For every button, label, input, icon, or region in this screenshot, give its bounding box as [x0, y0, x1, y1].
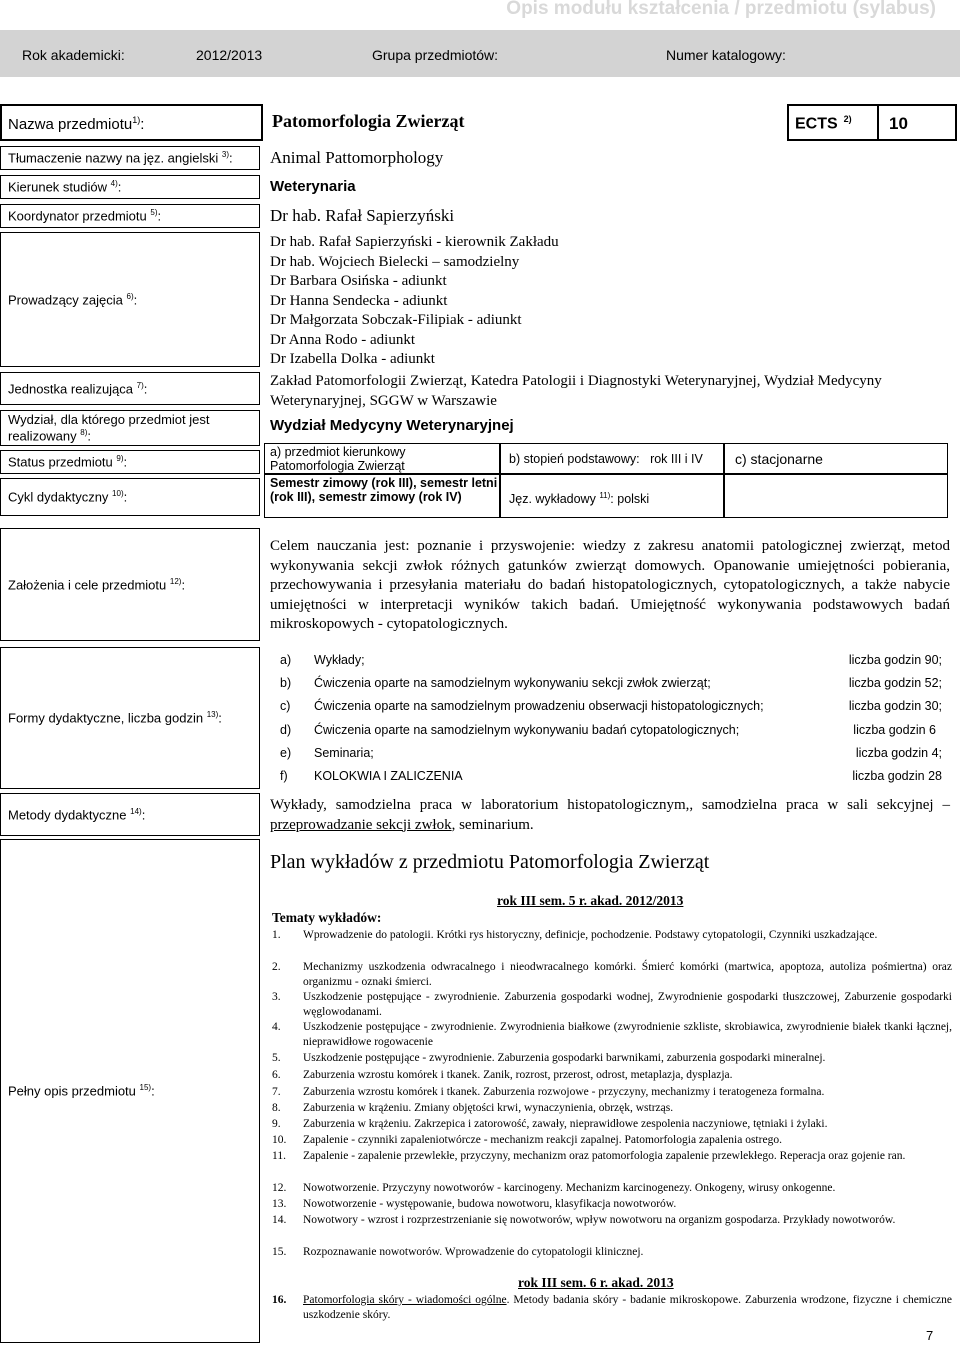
- faculty-label: Wydział, dla którego przedmiot jest realizowany $^{8)}$:: [0, 410, 260, 446]
- group-label: Grupa przedmiotów:: [372, 47, 499, 63]
- cycle-value: Semestr zimowy (rok III), semestr letni (rok III), semestr zimowy (rok IV): [270, 476, 498, 504]
- course-name-label-cell: [0, 104, 263, 141]
- status-b-cell: [500, 443, 724, 474]
- status-c: c) stacjonarne: [735, 451, 823, 467]
- lecture-item: 1. Wprowadzenie do patologii. Krótki rys historyczny, definicje, pochodzenie. Podstawy cytopatologii, Czynniki uszkadzające.: [272, 929, 878, 941]
- status-b: b) stopień podstawowy: rok III i IV: [509, 452, 703, 466]
- lecture-item: 7. Zaburzenia wzrostu komórek i tkanek. Zaburzenia rozwojowe - przyczyny, mechanizmy i teratogeneza formalna.: [272, 1086, 825, 1098]
- teachers-label: Prowadzący zajęcia $^{6)}$:: [0, 232, 260, 367]
- field-value: Weterynaria: [270, 178, 356, 195]
- forms-label: Formy dydaktyczne, liczba godzin $^{13)}$:: [0, 647, 260, 789]
- field-label: Kierunek studiów $^{4)}$:: [0, 175, 260, 199]
- ects-value: 10: [889, 114, 908, 133]
- ects-value-cell: [877, 104, 957, 141]
- teacher-item: Dr Barbara Osińska - adiunkt: [270, 273, 447, 289]
- language-cell: [500, 474, 724, 518]
- teacher-item: Dr hab. Wojciech Bielecki – samodzielny: [270, 253, 520, 270]
- cycle-cell: [264, 474, 500, 518]
- ects-label-cell: [787, 104, 879, 141]
- form-row-e: e) Seminaria; liczba godzin 4;: [280, 746, 942, 760]
- lecture-item: 5. Uszkodzenie postępujące - zwyrodnienie. Zaburzenia gospodarki barwnikami, zaburzenia gospodarki mineralnej.: [272, 1052, 826, 1064]
- teacher-item: Dr Hanna Sendecka - adiunkt: [270, 292, 448, 309]
- teacher-item: Dr Anna Rodo - adiunkt: [270, 331, 415, 348]
- semester-5-heading: rok III sem. 5 r. akad. 2012/2013: [497, 893, 684, 908]
- status-a: a) przedmiot kierunkowy Patomorfologia Zwierząt: [270, 445, 406, 473]
- lecture-item: 6. Zaburzenia wzrostu komórek i tkanek. Zanik, rozrost, przerost, odrost, metaplazja, dysplazja.: [272, 1069, 733, 1081]
- form-row-b: b) Ćwiczenia oparte na samodzielnym wykonywaniu sekcji zwłok zwierząt; liczba godzin 52;: [280, 676, 942, 690]
- empty-cell: [724, 474, 948, 518]
- lecture-item: 14. Nowotwory - wzrost i rozprzestrzenianie się nowotworów, wpływ nowotworu na organizm gospodarza. Przykłady nowotworów.: [272, 1214, 896, 1226]
- page-number: 7: [926, 1328, 934, 1343]
- topics-label: Tematy wykładów:: [272, 910, 382, 925]
- full-description-label: Pełny opis przedmiotu $^{15)}$:: [0, 839, 260, 1343]
- lecture-item: 3. Uszkodzenie postępujące - zwyrodnienie. Zaburzenia gospodarki wodnej, Zwyrodnienie gospodarki tłuszczowej, Zaburzenie gospodarki węglowodanami.: [272, 991, 952, 1018]
- faculty-value: Wydział Medycyny Weterynaryjnej: [270, 417, 514, 434]
- translation-value: Animal Pattomorphology: [270, 148, 444, 167]
- lecture-item: 11. Zapalenie - zapalenie przewlekłe, przyczyny, mechanizm oraz patomorfologia zapalenie przewlekłego. Reperacja oraz gojenie ran.: [272, 1150, 906, 1162]
- form-row-f: f) KOLOKWIA I ZALICZENIA liczba godzin 28: [280, 769, 942, 783]
- coordinator-value: Dr hab. Rafał Sapierzyński: [270, 206, 455, 225]
- unit-label: Jednostka realizująca $^{7)}$:: [0, 372, 260, 405]
- lecture-item: 8. Zaburzenia w krążeniu. Zmiany objętości krwi, wynaczynienia, obrzęk, wstrząs.: [272, 1102, 674, 1114]
- status-c-cell: [724, 443, 948, 474]
- lecture-item: 15. Rozpoznawanie nowotworów. Wprowadzenie do cytopatologii klinicznej.: [272, 1246, 644, 1258]
- form-row-d: d) Ćwiczenia oparte na samodzielnym wykonywaniu badań cytopatologicznych; liczba godzin 6: [280, 723, 936, 737]
- catalog-label: Numer katalogowy:: [666, 47, 786, 63]
- lecture-item: 10. Zapalenie - czynniki zapaleniotwórcze - mechanizm reakcji zapalnej. Patomorfologia zapalenia ostrego.: [272, 1134, 782, 1146]
- goals-value: Celem nauczania jest: poznanie i przyswojenie: wiedzy z zakresu anatomii patologicznej zwierząt, metod wykonywania sekcji zwłok różnych gatunków zwierząt domowych. Opanowanie umiejętności pobierania, przechowywania i przesyłania materiału do badań histopatologicznych, cytopatologicznych, a także nabycie umiejętności w interpretacji wyników takich badań. Umiejętność wykonywania podstawowych badań mikroskopowych - cytopatologicznych.: [270, 538, 950, 632]
- lecture-item: 12. Nowotworzenie. Przyczyny nowotworów - karcinogeny. Mechanizm karcinogenezy. Onkogeny, wirusy onkogenne.: [272, 1182, 836, 1194]
- cycle-label: Cykl dydaktyczny $^{10)}$:: [0, 478, 260, 516]
- unit-value: Zakład Patomorfologii Zwierząt, Katedra Patologii i Diagnostyki Weterynaryjnej, Wydział Medycyny Weterynaryjnej, SGGW w Warszawie: [270, 373, 882, 409]
- academic-year-value: 2012/2013: [196, 47, 263, 63]
- teachers-list: [270, 233, 950, 370]
- teacher-item: Dr Małgorzata Sobczak-Filipiak - adiunkt: [270, 312, 522, 328]
- teacher-item: Dr hab. Rafał Sapierzyński - kierownik Zakładu: [270, 234, 559, 250]
- ects-label: ECTS $^{2)}$: [795, 114, 852, 133]
- form-row-a: a) Wykłady; liczba godzin 90;: [280, 653, 942, 667]
- methods-label: Metody dydaktyczne $^{14)}$:: [0, 793, 260, 836]
- lecture-item: 2. Mechanizmy uszkodzenia odwracalnego i nieodwracalnego komórki. Śmierć komórki (martwica, apoptoza, autoliza pośmiertna) oraz organizmu - oznaki śmierci.: [272, 961, 952, 988]
- language-value: Jęz. wykładowy $^{11)}$: polski: [509, 491, 650, 507]
- form-row-c: c) Ćwiczenia oparte na samodzielnym prowadzeniu obserwacji histopatologicznych; liczba godzin 30;: [280, 699, 942, 713]
- plan-title: Plan wykładów z przedmiotu Patomorfologia Zwierząt: [270, 851, 710, 873]
- course-name-label: Nazwa przedmiotu$^{1)}$:: [8, 115, 145, 133]
- semester-6-heading: rok III sem. 6 r. akad. 2013: [518, 1275, 674, 1290]
- course-name-value: Patomorfologia Zwierząt: [272, 111, 465, 131]
- status-label: Status przedmiotu $^{9)}$:: [0, 450, 260, 474]
- document-title: Opis modułu kształcenia / przedmiotu (sylabus): [506, 0, 936, 19]
- lecture-item: 9. Zaburzenia w krążeniu. Zakrzepica i zatorowość, zawały, nieprawidłowe zespolenia naczyniowe, tętniaki i żylaki.: [272, 1118, 828, 1130]
- teacher-item: Dr Izabella Dolka - adiunkt: [270, 351, 435, 367]
- lecture-item: 16. Patomorfologia skóry - wiadomości ogólne. Metody badania skóry - badanie mikroskopowe. Zaburzenia wrodzone, fizyczne i chemiczne uszkodzenie skóry.: [272, 1294, 952, 1321]
- coordinator-label: Koordynator przedmiotu $^{5)}$:: [0, 204, 260, 228]
- academic-year-label: Rok akademicki:: [22, 47, 125, 63]
- methods-value: Wykłady, samodzielna praca w laboratorium histopatologicznym,, samodzielna praca w sali sekcyjnej – przeprowadzanie sekcji zwłok, seminarium.: [270, 797, 950, 833]
- lecture-item: 13. Nowotworzenie - występowanie, budowa nowotworu, klasyfikacja nowotworów.: [272, 1198, 677, 1210]
- translation-label: Tłumaczenie nazwy na jęz. angielski $^{3)}$:: [0, 146, 260, 170]
- goals-label: Założenia i cele przedmiotu $^{12)}$:: [0, 528, 260, 641]
- status-a-cell: [264, 443, 500, 474]
- lecture-item: 4. Uszkodzenie postępujące - zwyrodnienie. Zwyrodnienia białkowe (zwyrodnienie szkliste, skrobiawica, zwyrodnienie białek tkanki łącznej, nieprawidłowe rogowacenie: [272, 1021, 952, 1048]
